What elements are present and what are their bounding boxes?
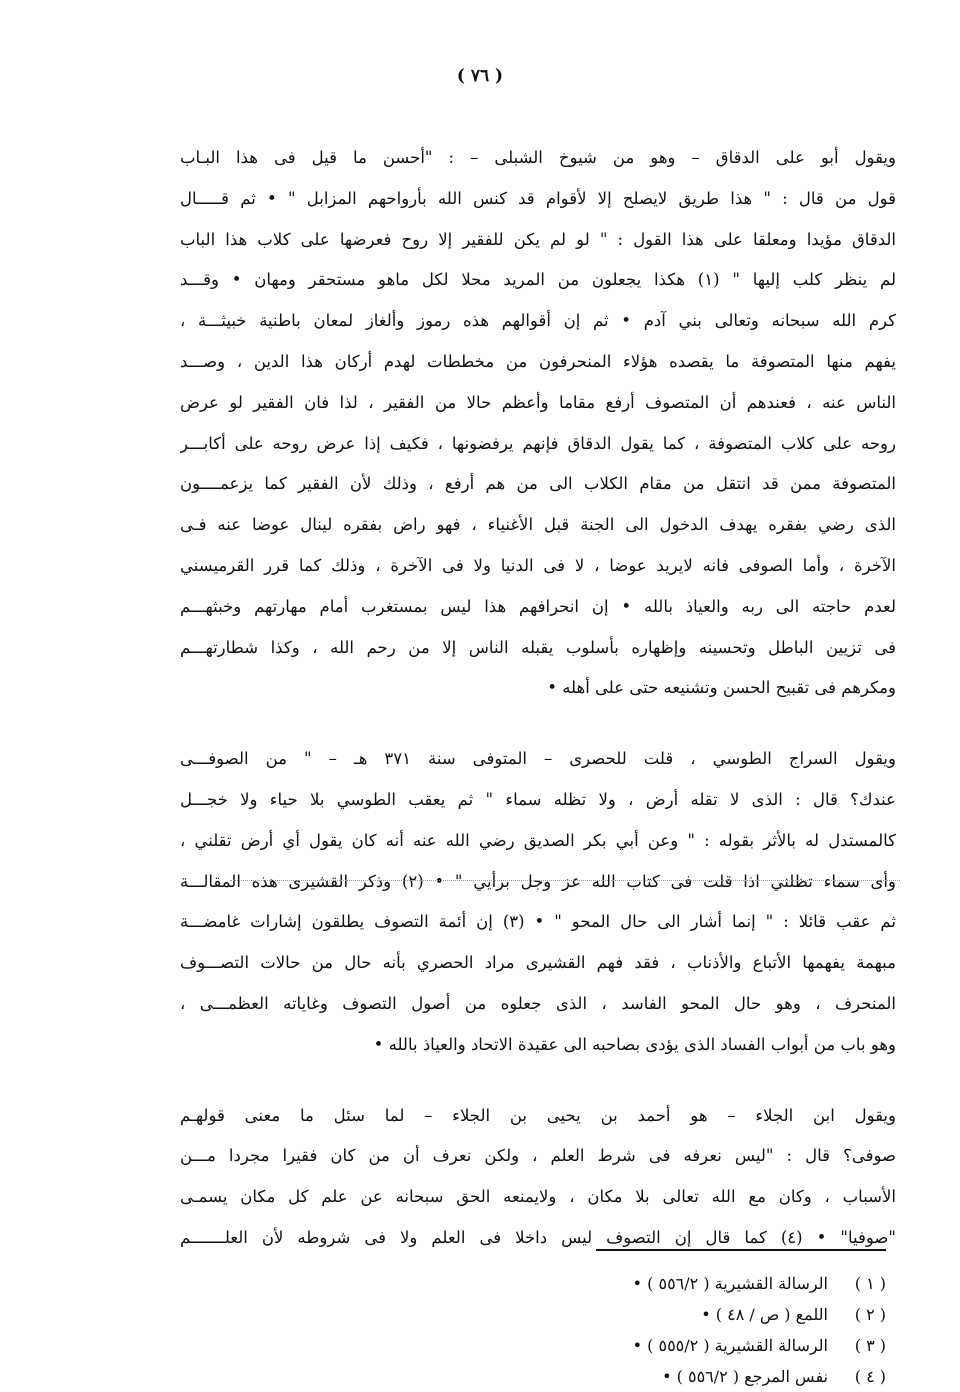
text-line: الذى رضي بفقره يهدف الدخول الى الجنة قبل الأغنياء ، فهو راض بفقره لينال عوضا عنه فـى	[180, 515, 896, 535]
text-line: لم ينظر كلب إليها " (١) هكذا يجعلون من المريد محلا لكل ماهو مستحقر ومهان • وقـــد	[180, 270, 896, 290]
text-line: يفهم منها المتصوفة ما يقصده هؤلاء المنحرفون من مخططات لهدم أركان هذا الدين ، وصـــد	[180, 351, 896, 371]
footnotes	[560, 1268, 886, 1392]
footnote	[560, 1268, 886, 1299]
text-line: كالمستدل له بالأثر بقوله : " وعن أبي بكر الصديق رضي الله عنه أنه كان يقول أي أرض تقلني ،	[180, 830, 896, 850]
text-line: صوفى؟ قال : "ليس نعرفه فى شرط العلم ، ولكن نعرف أن من كان فقيرا مجردا مـــن	[180, 1146, 896, 1166]
text-line: وأى سماء تظلني اذا قلت فى كتاب الله عز وجل برأيي " • (٢) وذكر القشيرى هذه المقالـــة	[180, 871, 896, 891]
text-line: ويقول السراج الطوسي ، قلت للحصرى – المتوفى سنة ٣٧١ هـ – " من الصوفـــى	[180, 749, 896, 769]
footnote-number: ( ٣ )	[854, 1336, 886, 1355]
footnote-source: الرسالة القشيرية ( ٥٥٦/٢ ) •	[632, 1274, 828, 1293]
text-line: عندك؟ قال : الذى لا تقله أرض ، ولا تظله سماء " ثم يعقب الطوسي بلا حياء ولا خجـــل	[180, 789, 896, 809]
text-line: فى تزيين الباطل وتحسينه وإظهاره بأسلوب يقبله الناس إلا من رحم الله ، وكذا شطارتهـــم	[180, 637, 896, 657]
text-line: ويقول ابن الجلاء – هو أحمد بن يحيى بن الجلاء – لما سئل ما معنى قولهـم	[180, 1105, 896, 1125]
text-line: المنحرف ، وهو حال المحو الفاسد ، الذى جعلوه من أصول التصوف وغاياته العظمـــى ،	[180, 993, 896, 1013]
body-text	[180, 138, 896, 1289]
text-line: ويقول أبو على الدقاق – وهو من شيوخ الشبلى – : "أحسن ما قيل فى هذا البـاب	[180, 148, 896, 167]
footnote-source: نفس المرجع ( ٥٥٦/٢ ) •	[662, 1367, 828, 1386]
text-line: لعدم حاجته الى ربه والعياذ بالله • إن انحرافهم هذا ليس بمستغرب أمام مهارتهم وخبثهـــم	[180, 596, 896, 616]
footnote-number: ( ١ )	[854, 1274, 886, 1293]
paragraph-1	[180, 138, 896, 709]
text-line: قول من قال : " هذا طريق لايصلح إلا لأقوام قد كنس الله بأرواحهم المزابل " • ثم قـــــال	[180, 188, 896, 208]
text-line: المتصوفة ممن قد انتقل من مقام الكلاب الى من هم أرفع ، وذلك لأن الفقير كما يزعمــــون	[180, 474, 896, 494]
paragraph-3	[180, 1096, 896, 1259]
footnote-number: ( ٤ )	[854, 1367, 886, 1386]
footnote	[560, 1330, 886, 1361]
text-line: الناس عنه ، فعندهم أن المتصوف أرفع مقاما وأعظم حالا من الفقير ، لذا فان الفقير لو عرض	[180, 392, 896, 412]
text-line: ثم عقب قائلا : " إنما أشار الى حال المحو " • (٣) إن أئمة التصوف يطلقون إشارات غامضـــة	[180, 912, 896, 932]
footnote	[560, 1361, 886, 1392]
text-line: روحه على كلاب المتصوفة ، كما يقول الدقاق فإنهم يرفضونها ، فكيف إذا عرض روحه على أكابـــر	[180, 433, 896, 453]
text-line: كرم الله سبحانه وتعالى بني آدم • ثم إن أقوالهم هذه رموز وألغاز لمعان باطنية خبيثـــة ،	[180, 311, 896, 331]
pencil-underline	[230, 872, 900, 881]
text-line: الآخرة ، وأما الصوفى فانه لايريد عوضا ، لا فى الدنيا ولا فى الآخرة ، وذلك كما قرر القرميسني	[180, 555, 896, 575]
footnote-source: الرسالة القشيرية ( ٥٥٥/٢ ) •	[632, 1336, 828, 1355]
footnote-number: ( ٢ )	[854, 1305, 886, 1324]
footnote-source: اللمع ( ص / ٤٨ ) •	[701, 1305, 828, 1324]
text-line: "صوفيا" • (٤) كما قال إن التصوف ليس داخلا فى العلم ولا فى شروطه لأن العلـــــــم	[180, 1227, 896, 1247]
text-line: ومكرهم فى تقبيح الحسن وتشنيعه حتى على أهله •	[547, 678, 896, 698]
page-number: ( ٧٦ )	[456, 66, 504, 86]
text-line: وهو باب من أبواب الفساد الذى يؤدى بصاحبه الى عقيدة الاتحاد والعياذ بالله •	[373, 1034, 896, 1054]
text-line: مبهمة يفهمها الأتباع والأذناب ، فقد فهم القشيرى مراد الحصري بأنه حال من حالات التصـــوف	[180, 953, 896, 973]
footnote	[560, 1299, 886, 1330]
footnote-rule	[596, 1249, 886, 1251]
text-line: الدقاق مؤيدا ومعلقا على هذا القول : " لو لم يكن للفقير إلا روح فعرضها على كلاب هذا الباب	[180, 229, 896, 249]
paragraph-2	[180, 739, 896, 1065]
text-line: الأسباب ، وكان مع الله تعالى بلا مكان ، ولايمنعه الحق سبحانه عن علم كل مكان يسمـى	[180, 1187, 896, 1207]
